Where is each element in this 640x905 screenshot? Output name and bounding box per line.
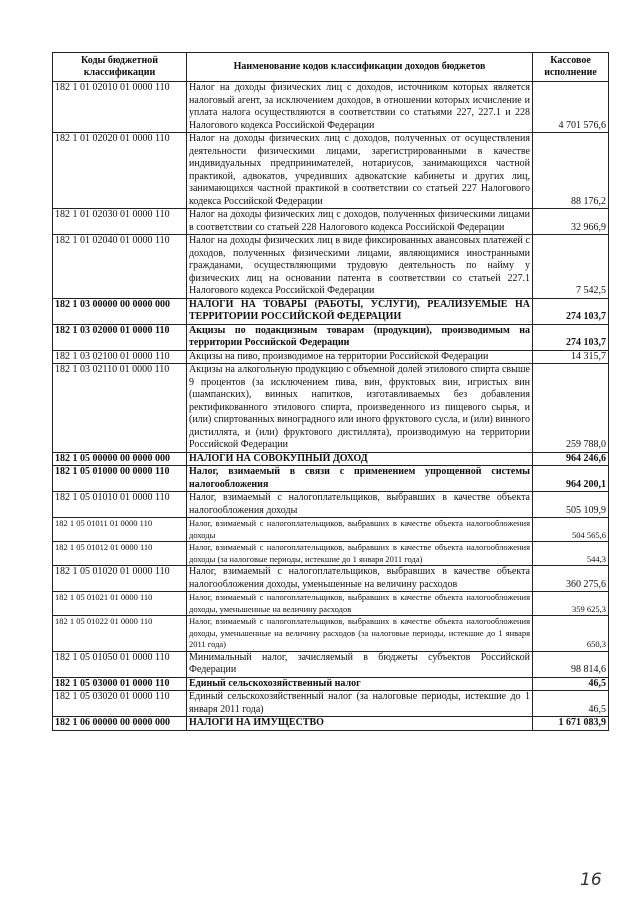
table-row bbox=[53, 452, 609, 466]
header-name: Наименование кодов классификации доходов бюджетов bbox=[187, 53, 533, 82]
row-name-cell: Акцизы на алкогольную продукцию с объемной долей этилового спирта свыше 9 процентов (за исключением пива, вин, фруктовых вин, игристых вин (шампанских), винных напитков, изготавливаемых без добавления ректификованного этилового спирта, произведенного из пищевого сырья, и (или) спиртованных виноградного или иного фруктового сусла, и (или) винного дистиллята, и (или) фруктового дистиллята), производимую на территории Российской Федерации bbox=[187, 364, 533, 453]
row-amount-cell: 4 701 576,6 bbox=[533, 82, 609, 133]
row-code-cell: 182 1 01 02030 01 0000 110 bbox=[53, 209, 187, 235]
row-name-cell: Налог на доходы физических лиц с доходов, полученных от осуществления деятельности физическими лицами, зарегистрированными в качестве индивидуальных предпринимателей, нотариусов, занимающихся частной практикой, адвокатов, учредивших адвокатские кабинеты и других лиц, занимающихся частной практикой в соответствии со статьей 227 Налогового кодекса Российской Федерации bbox=[187, 133, 533, 209]
row-name-cell: Налог, взимаемый с налогоплательщиков, выбравших в качестве объекта налогообложения доходы (за налоговые периоды, истекшие до 1 января 2011 года) bbox=[187, 542, 533, 566]
table-row bbox=[53, 133, 609, 209]
row-amount-cell: 504 565,6 bbox=[533, 518, 609, 542]
row-name-cell: Налог, взимаемый с налогоплательщиков, выбравших в качестве объекта налогообложения доходы bbox=[187, 518, 533, 542]
row-name-cell: Единый сельскохозяйственный налог (за налоговые периоды, истекшие до 1 января 2011 года) bbox=[187, 691, 533, 717]
row-name-cell: Налог, взимаемый с налогоплательщиков, выбравших в качестве объекта налогообложения доходы bbox=[187, 492, 533, 518]
table-row bbox=[53, 235, 609, 299]
row-code-cell: 182 1 05 01022 01 0000 110 bbox=[53, 616, 187, 652]
row-name-cell: Налог, взимаемый с налогоплательщиков, выбравших в качестве объекта налогообложения доходы, уменьшенные на величину расходов bbox=[187, 592, 533, 616]
row-name-cell: Акцизы на пиво, производимое на территории Российской Федерации bbox=[187, 350, 533, 364]
row-amount-cell: 359 625,3 bbox=[533, 592, 609, 616]
table-row bbox=[53, 518, 609, 542]
table-row bbox=[53, 298, 609, 324]
table-row bbox=[53, 466, 609, 492]
table-header-row bbox=[53, 53, 609, 82]
table-row bbox=[53, 677, 609, 691]
row-amount-cell: 360 275,6 bbox=[533, 566, 609, 592]
table-row bbox=[53, 691, 609, 717]
row-code-cell: 182 1 01 02040 01 0000 110 bbox=[53, 235, 187, 299]
row-amount-cell: 7 542,5 bbox=[533, 235, 609, 299]
row-amount-cell: 544,3 bbox=[533, 542, 609, 566]
row-amount-cell: 274 103,7 bbox=[533, 298, 609, 324]
row-code-cell: 182 1 05 01010 01 0000 110 bbox=[53, 492, 187, 518]
row-amount-cell: 964 200,1 bbox=[533, 466, 609, 492]
row-code-cell: 182 1 03 00000 00 0000 000 bbox=[53, 298, 187, 324]
row-amount-cell: 88 176,2 bbox=[533, 133, 609, 209]
table-row bbox=[53, 616, 609, 652]
row-code-cell: 182 1 03 02110 01 0000 110 bbox=[53, 364, 187, 453]
table-body bbox=[53, 82, 609, 731]
row-amount-cell: 14 315,7 bbox=[533, 350, 609, 364]
row-code-cell: 182 1 01 02010 01 0000 110 bbox=[53, 82, 187, 133]
row-name-cell: Налог, взимаемый с налогоплательщиков, выбравших в качестве объекта налогообложения доходы, уменьшенные на величину расходов (за налоговые периоды, истекшие до 1 января 2011 года) bbox=[187, 616, 533, 652]
row-amount-cell: 1 671 083,9 bbox=[533, 717, 609, 731]
row-name-cell: НАЛОГИ НА СОВОКУПНЫЙ ДОХОД bbox=[187, 452, 533, 466]
table-row bbox=[53, 324, 609, 350]
row-code-cell: 182 1 03 02000 01 0000 110 bbox=[53, 324, 187, 350]
table-row bbox=[53, 82, 609, 133]
row-name-cell: НАЛОГИ НА ТОВАРЫ (РАБОТЫ, УСЛУГИ), РЕАЛИЗУЕМЫЕ НА ТЕРРИТОРИИ РОССИЙСКОЙ ФЕДЕРАЦИИ bbox=[187, 298, 533, 324]
table-row bbox=[53, 492, 609, 518]
row-name-cell: Налог, взимаемый с налогоплательщиков, выбравших в качестве объекта налогообложения доходы, уменьшенные на величину расходов bbox=[187, 566, 533, 592]
row-code-cell: 182 1 05 03000 01 0000 110 bbox=[53, 677, 187, 691]
row-code-cell: 182 1 05 01000 00 0000 110 bbox=[53, 466, 187, 492]
row-amount-cell: 32 966,9 bbox=[533, 209, 609, 235]
row-name-cell: Налог на доходы физических лиц в виде фиксированных авансовых платежей с доходов, полученных физическими лицами, являющимися иностранными гражданами, осуществляющими трудовую деятельность по найму у физических лиц на основании патента в соответствии со статьей 227.1 Налогового кодекса Российской Федерации bbox=[187, 235, 533, 299]
row-code-cell: 182 1 06 00000 00 0000 000 bbox=[53, 717, 187, 731]
table-row bbox=[53, 717, 609, 731]
row-code-cell: 182 1 05 00000 00 0000 000 bbox=[53, 452, 187, 466]
row-name-cell: Налог на доходы физических лиц с доходов, источником которых является налоговый агент, за исключением доходов, в отношении которых исчисление и уплата налога осуществляются в соответствии со статьями 227, 227.1 и 228 Налогового кодекса Российской Федерации bbox=[187, 82, 533, 133]
row-code-cell: 182 1 05 01020 01 0000 110 bbox=[53, 566, 187, 592]
row-code-cell: 182 1 05 01012 01 0000 110 bbox=[53, 542, 187, 566]
row-amount-cell: 46,5 bbox=[533, 691, 609, 717]
table-row bbox=[53, 350, 609, 364]
row-amount-cell: 650,3 bbox=[533, 616, 609, 652]
table-row bbox=[53, 209, 609, 235]
row-name-cell: Единый сельскохозяйственный налог bbox=[187, 677, 533, 691]
row-amount-cell: 259 788,0 bbox=[533, 364, 609, 453]
header-amount: Кассовое исполнение bbox=[533, 53, 609, 82]
row-amount-cell: 964 246,6 bbox=[533, 452, 609, 466]
budget-classification-table bbox=[52, 52, 609, 731]
header-code: Коды бюджетной классификации bbox=[53, 53, 187, 82]
row-name-cell: Налог, взимаемый в связи с применением упрощенной системы налогообложения bbox=[187, 466, 533, 492]
budget-revenue-table-page bbox=[52, 52, 608, 731]
row-code-cell: 182 1 05 01050 01 0000 110 bbox=[53, 651, 187, 677]
row-amount-cell: 98 814,6 bbox=[533, 651, 609, 677]
table-row bbox=[53, 592, 609, 616]
row-amount-cell: 46,5 bbox=[533, 677, 609, 691]
table-row bbox=[53, 364, 609, 453]
table-row bbox=[53, 651, 609, 677]
row-name-cell: Минимальный налог, зачисляемый в бюджеты субъектов Российской Федерации bbox=[187, 651, 533, 677]
row-amount-cell: 505 109,9 bbox=[533, 492, 609, 518]
row-code-cell: 182 1 05 01011 01 0000 110 bbox=[53, 518, 187, 542]
row-code-cell: 182 1 05 03020 01 0000 110 bbox=[53, 691, 187, 717]
row-name-cell: Налог на доходы физических лиц с доходов, полученных физическими лицами в соответствии со статьей 228 Налогового кодекса Российской Федерации bbox=[187, 209, 533, 235]
row-name-cell: НАЛОГИ НА ИМУЩЕСТВО bbox=[187, 717, 533, 731]
table-row bbox=[53, 542, 609, 566]
table-row bbox=[53, 566, 609, 592]
row-name-cell: Акцизы по подакцизным товарам (продукции), производимым на территории Российской Федерации bbox=[187, 324, 533, 350]
page-number: 16 bbox=[580, 870, 602, 890]
row-code-cell: 182 1 03 02100 01 0000 110 bbox=[53, 350, 187, 364]
row-code-cell: 182 1 05 01021 01 0000 110 bbox=[53, 592, 187, 616]
row-code-cell: 182 1 01 02020 01 0000 110 bbox=[53, 133, 187, 209]
row-amount-cell: 274 103,7 bbox=[533, 324, 609, 350]
